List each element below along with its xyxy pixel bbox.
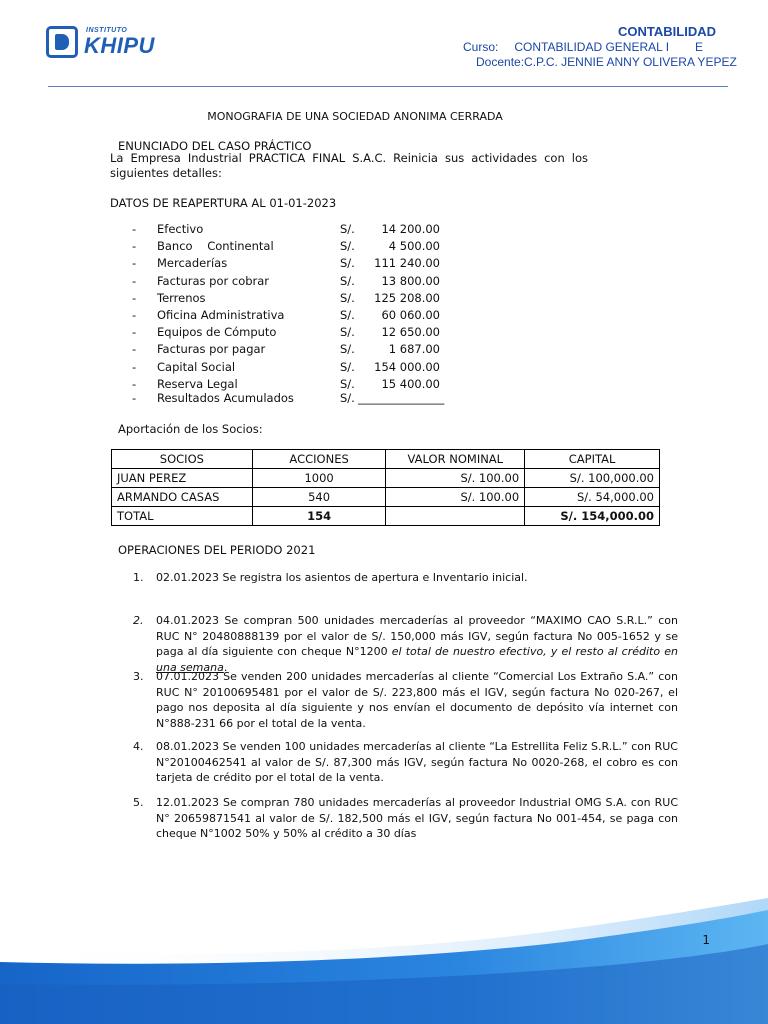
institute-logo [46, 22, 158, 62]
khipu-logo-icon [46, 26, 78, 58]
table-cell: ARMANDO CASAS [112, 488, 253, 507]
course-value: CONTABILIDAD GENERAL I [514, 40, 670, 54]
table-cell: S/. 100.00 [386, 469, 525, 488]
logo-title: KHIPU [84, 33, 155, 58]
table-cell: S/. 100,000.00 [525, 469, 660, 488]
list-item: - Facturas por cobrar S/. 13 800.00 [132, 273, 440, 288]
table-cell: 154 [252, 507, 386, 526]
operation-item: 1. 02.01.2023 Se registra los asientos de apertura e Inventario inicial. [133, 571, 528, 584]
operation-item: 5. 12.01.2023 Se compran 780 unidades mercaderías al proveedor Industrial OMG S.A. con RUC N° 20659871541 al valor de S/. 182,500 más el IGV, según factura No 001-454, se paga con cheque N°1002 50% y 50% al crédito a 30 días [133, 796, 678, 840]
header-divider [48, 86, 728, 87]
header-subject: CONTABILIDAD [618, 24, 716, 39]
table-row [112, 469, 660, 488]
teacher-value: C.P.C. JENNIE ANNY OLIVERA YEPEZ [524, 55, 737, 69]
operation-item: 2. 04.01.2023 Se compran 500 unidades mercaderías al proveedor “MAXIMO CAO S.R.L.” con RUC N° 20480888139 por el valor de S/. 150,000 más IGV, según factura No 005-1652 y se paga al día siguiente con cheque N°1200 el total de nuestro efectivo, y el resto al crédito en una semana. [133, 614, 678, 674]
list-item: - Terrenos S/. 125 208.00 [132, 290, 440, 305]
list-item: - Capital Social S/. 154 000.00 [132, 359, 440, 374]
operation-item: 4. 08.01.2023 Se venden 100 unidades mercaderías al cliente “La Estrellita Feliz S.R.L.” con RUC N°20100462541 al valor de S/. 87,300 más IGV, según factura No 0020-268, el cobro es con tarjeta de crédito por el total de la venta. [133, 740, 678, 784]
partners-table [111, 449, 660, 526]
operation-item: 3. 07.01.2023 Se venden 200 unidades mercaderías al cliente “Comercial Los Extraño S.A.” con RUC N° 20100695481 por el valor de S/. 223,800 más el IGV, según factura No 020-267, el pago nos deposita al día siguiente y nos envían el documento de depósito vía internet con N°888-231 66 por el total de la venta. [133, 670, 678, 730]
list-item: - Resultados Acumulados S/. _______________ [132, 390, 445, 405]
table-cell: TOTAL [112, 507, 253, 526]
intro-paragraph: La Empresa Industrial PRACTICA FINAL S.A.C. Reinicia sus actividades con los siguientes detalles: [110, 151, 588, 180]
list-item: - Oficina Administrativa S/. 60 060.00 [132, 307, 440, 322]
operations-title: OPERACIONES DEL PERIODO 2021 [118, 543, 316, 557]
table-cell: S/. 100.00 [386, 488, 525, 507]
header-course [463, 40, 703, 54]
course-section: E [695, 40, 704, 54]
list-item: - Facturas por pagar S/. 1 687.00 [132, 342, 440, 357]
teacher-label: Docente: [476, 55, 525, 69]
partners-contribution-title: Aportación de los Socios: [118, 422, 263, 436]
list-item: - Banco Continental S/. 4 500.00 [132, 239, 440, 254]
footer-wave [0, 880, 768, 1024]
reopening-data-title: DATOS DE REAPERTURA AL 01-01-2023 [110, 196, 337, 210]
table-cell: S/. 154,000.00 [525, 507, 660, 526]
table-row [112, 488, 660, 507]
table-total-row [112, 507, 660, 526]
list-item: - Efectivo S/. 14 200.00 [132, 222, 440, 236]
list-item: - Mercaderías S/. 111 240.00 [132, 256, 440, 271]
case-title: ENUNCIADO DEL CASO PRÁCTICO [118, 139, 312, 153]
document-title: MONOGRAFIA DE UNA SOCIEDAD ANONIMA CERRADA [207, 110, 503, 123]
table-cell: 540 [252, 488, 386, 507]
footer-wave-graphic [0, 880, 768, 1024]
table-cell: S/. 54,000.00 [525, 488, 660, 507]
table-header-row [112, 450, 660, 469]
reopening-items-list [132, 222, 472, 408]
header-teacher [476, 55, 737, 69]
column-header: CAPITAL [525, 450, 660, 469]
list-item: - Reserva Legal S/. 15 400.00 [132, 376, 440, 391]
column-header: VALOR NOMINAL [386, 450, 525, 469]
logo-subtitle: INSTITUTO [86, 27, 128, 34]
table-cell: 1000 [252, 469, 386, 488]
course-label: Curso: [463, 40, 499, 54]
page-number: 1 [702, 933, 710, 947]
column-header: SOCIOS [112, 450, 253, 469]
list-item: - Equipos de Cómputo S/. 12 650.00 [132, 325, 440, 340]
table-cell [386, 507, 525, 526]
column-header: ACCIONES [252, 450, 386, 469]
table-cell: JUAN PEREZ [112, 469, 253, 488]
